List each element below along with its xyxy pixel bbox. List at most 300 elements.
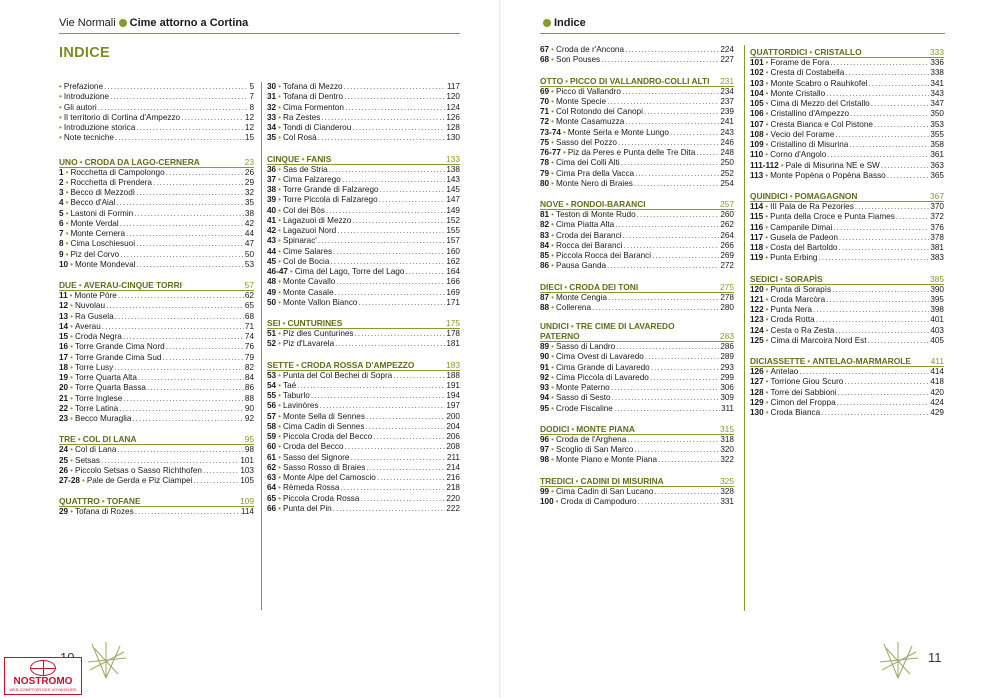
leader-dots bbox=[827, 150, 929, 160]
index-entry bbox=[59, 219, 254, 229]
bullet-icon: • bbox=[65, 208, 69, 218]
entry-number: 108 bbox=[750, 129, 764, 139]
entry-number: 45 bbox=[267, 256, 277, 266]
entry-page: 248 bbox=[720, 148, 734, 157]
entry-number: 37 bbox=[267, 174, 277, 184]
logo-tagline: WEB COMPTOIR DES VOYAGEURS bbox=[9, 687, 77, 692]
entry-number: 96 bbox=[540, 434, 550, 444]
index-entry bbox=[267, 206, 460, 216]
entry-name: Monte Scabro o Rauhkofel bbox=[770, 78, 868, 88]
section-number: OTTO bbox=[540, 75, 564, 86]
section-number: SEDICI bbox=[750, 273, 778, 284]
entry-page: 7 bbox=[249, 92, 254, 102]
index-entry bbox=[267, 473, 460, 483]
entry-name: Monte Sella di Sennes bbox=[282, 411, 365, 421]
section-heading bbox=[59, 494, 254, 507]
bullet-icon: • bbox=[65, 218, 69, 228]
entry-page: 365 bbox=[930, 170, 944, 180]
bullet-icon: • bbox=[278, 503, 281, 513]
entry-page: 86 bbox=[244, 383, 254, 393]
entry-name: Monte Vallon Bianco bbox=[282, 297, 358, 307]
leader-dots bbox=[134, 209, 244, 219]
leader-dots bbox=[366, 463, 445, 473]
header-rule bbox=[59, 33, 460, 34]
entry-number: 123 bbox=[750, 315, 764, 325]
section-page: 275 bbox=[720, 281, 734, 292]
entry-number: 24 bbox=[59, 445, 69, 455]
bullet-icon: • bbox=[278, 246, 281, 256]
leader-dots bbox=[612, 393, 720, 403]
bullet-icon: • bbox=[70, 332, 73, 341]
entry-name: Introduzione bbox=[63, 92, 109, 102]
leader-dots bbox=[352, 216, 445, 226]
entry-number: 85 bbox=[540, 251, 550, 260]
entry-page: 128 bbox=[446, 123, 460, 132]
entry-name: Monte Verdal bbox=[70, 218, 119, 228]
entry-page: 328 bbox=[720, 486, 734, 496]
index-entry bbox=[540, 373, 734, 383]
bullet-icon: • bbox=[551, 230, 554, 240]
entry-page: 272 bbox=[720, 261, 734, 271]
bullet-icon: • bbox=[59, 112, 62, 122]
section-heading bbox=[540, 321, 734, 342]
entry-page: 12 bbox=[244, 112, 254, 122]
entry-number: 91 bbox=[540, 362, 550, 372]
index-entry bbox=[540, 293, 734, 303]
entry-number: 127 bbox=[750, 377, 764, 387]
entry-number: 51 bbox=[267, 329, 277, 338]
leader-dots bbox=[153, 178, 244, 188]
entry-number: 44 bbox=[267, 246, 277, 256]
entry-page: 147 bbox=[446, 195, 460, 205]
section-heading bbox=[540, 280, 734, 293]
entry-name: Torre Grande Cima Nord bbox=[74, 342, 165, 352]
bullet-icon: • bbox=[278, 421, 281, 431]
leader-dots bbox=[881, 161, 930, 171]
index-entry bbox=[267, 257, 460, 267]
bullet-icon: • bbox=[278, 236, 281, 246]
entry-number: 124 bbox=[750, 325, 764, 335]
entry-name: Monte Pòre bbox=[74, 291, 117, 300]
entry-number: 79 bbox=[540, 168, 550, 178]
index-entry bbox=[540, 445, 734, 455]
index-entry bbox=[540, 261, 734, 271]
leader-dots bbox=[844, 377, 929, 387]
bullet-icon: • bbox=[765, 88, 769, 98]
entry-page: 395 bbox=[930, 294, 944, 304]
bullet-icon: • bbox=[551, 372, 554, 382]
index-column-2 bbox=[267, 82, 460, 514]
section-page: 95 bbox=[244, 434, 254, 445]
entry-page: 105 bbox=[240, 476, 254, 485]
index-entry bbox=[540, 363, 734, 373]
bullet-icon: • bbox=[70, 259, 73, 269]
entry-page: 47 bbox=[244, 239, 254, 249]
leader-dots bbox=[830, 58, 929, 68]
index-entry bbox=[750, 388, 944, 398]
entry-name: Spinarac' bbox=[282, 236, 317, 246]
entry-number: 32 bbox=[267, 102, 277, 112]
index-entry bbox=[750, 315, 944, 325]
index-entry bbox=[267, 185, 460, 195]
section-title-cont: PATERNO bbox=[540, 331, 580, 341]
leader-dots bbox=[358, 298, 445, 308]
bullet-icon: • bbox=[70, 414, 73, 423]
bullet-icon: • bbox=[765, 294, 769, 304]
leader-dots bbox=[896, 212, 930, 222]
section-page: 367 bbox=[930, 191, 944, 201]
bullet-icon: • bbox=[765, 78, 769, 88]
bullet-icon: • bbox=[765, 212, 769, 222]
section-title: CRODA DA LAGO-CERNERA bbox=[84, 156, 200, 167]
bullet-icon: • bbox=[278, 185, 281, 194]
entry-number: 87 bbox=[540, 292, 550, 302]
section-heading bbox=[59, 278, 254, 291]
entry-name: Cima Piccola di Lavaredo bbox=[555, 372, 649, 382]
grass-decoration-icon bbox=[876, 640, 920, 680]
bullet-icon: • bbox=[807, 356, 811, 366]
index-entry bbox=[267, 401, 460, 411]
index-entry bbox=[267, 236, 460, 246]
entry-name: Campanile Dimai bbox=[770, 222, 833, 232]
grass-decoration-icon bbox=[84, 640, 128, 680]
entry-number: 12 bbox=[59, 301, 69, 311]
bullet-icon: • bbox=[78, 280, 82, 290]
entry-name: Vecio del Forame bbox=[770, 129, 835, 139]
bullet-icon: • bbox=[278, 102, 281, 112]
entry-page: 222 bbox=[446, 503, 460, 513]
entry-page: 370 bbox=[930, 202, 944, 211]
leader-dots bbox=[342, 175, 446, 185]
entry-number: 67 bbox=[540, 45, 550, 54]
leader-dots bbox=[837, 398, 930, 408]
entry-name: Piz d'Lavarela bbox=[282, 339, 335, 349]
leader-dots bbox=[845, 68, 929, 78]
index-entry bbox=[750, 295, 944, 305]
column-separator bbox=[261, 82, 262, 610]
entry-name: Torre Lusy bbox=[74, 362, 114, 372]
bullet-icon: • bbox=[278, 174, 281, 184]
section-heading bbox=[59, 155, 254, 168]
section-page: 133 bbox=[446, 153, 460, 164]
entry-page: 32 bbox=[244, 188, 254, 197]
leader-dots bbox=[625, 117, 719, 127]
section-page: 315 bbox=[720, 423, 734, 434]
bullet-icon: • bbox=[765, 397, 769, 407]
bullet-icon: • bbox=[551, 107, 554, 116]
bullet-icon: • bbox=[70, 373, 73, 382]
entry-number: 5 bbox=[59, 208, 64, 218]
entry-name: Cristallino d'Ampezzo bbox=[770, 109, 850, 119]
entry-page: 214 bbox=[446, 462, 460, 472]
index-entry bbox=[540, 497, 734, 507]
entry-name: Forame de Fora bbox=[770, 58, 830, 67]
leader-dots bbox=[329, 165, 446, 175]
entry-name: Cimon del Froppa bbox=[770, 397, 836, 407]
section-heading bbox=[750, 272, 944, 285]
bullet-icon: • bbox=[278, 195, 281, 205]
leader-dots bbox=[336, 277, 445, 287]
leader-dots bbox=[868, 336, 930, 346]
bullet-icon: • bbox=[65, 249, 69, 259]
entry-number: 55 bbox=[267, 391, 277, 400]
index-entry bbox=[540, 220, 734, 230]
entry-page: 372 bbox=[930, 212, 944, 222]
section-label bbox=[750, 356, 911, 366]
leader-dots bbox=[623, 241, 719, 251]
index-entry bbox=[267, 123, 460, 133]
section-label bbox=[59, 280, 182, 290]
index-entry bbox=[540, 303, 734, 313]
bullet-icon: • bbox=[70, 321, 73, 331]
leader-dots bbox=[162, 353, 243, 363]
entry-number: 3 bbox=[59, 188, 64, 197]
entry-number: 75 bbox=[540, 137, 550, 147]
bullet-icon: • bbox=[65, 177, 69, 187]
entry-page: 420 bbox=[930, 387, 944, 397]
index-entry bbox=[59, 188, 254, 198]
bullet-icon: • bbox=[278, 205, 281, 215]
entry-page: 331 bbox=[720, 496, 734, 506]
entry-name: Croda di Campoduro bbox=[560, 496, 637, 506]
section-title: CRODA ROSSA D'AMPEZZO bbox=[300, 359, 415, 370]
entry-page: 162 bbox=[446, 256, 460, 266]
entry-number: 18 bbox=[59, 362, 69, 372]
entry-page: 260 bbox=[720, 210, 734, 219]
leader-dots bbox=[120, 250, 244, 260]
entry-number: 121 bbox=[750, 294, 764, 304]
entry-number: 57 bbox=[267, 411, 277, 421]
section-title: PICCO DI VALLANDRO-COLLI ALTI bbox=[570, 75, 710, 86]
entry-name: Torre Latina bbox=[74, 403, 119, 413]
entry-page: 44 bbox=[244, 229, 254, 238]
section-title: TRE CIME DI LAVAREDO bbox=[575, 321, 675, 331]
bullet-icon: • bbox=[551, 292, 554, 302]
entry-page: 166 bbox=[446, 277, 460, 287]
entry-name: Pausa Ganda bbox=[555, 261, 607, 271]
index-entry bbox=[540, 455, 734, 465]
entry-name: Monte Serla e Monte Lungo bbox=[567, 127, 669, 137]
index-entry bbox=[59, 113, 254, 123]
entry-number: 107 bbox=[750, 119, 764, 129]
index-column-1 bbox=[59, 82, 254, 518]
entry-number: 56 bbox=[267, 401, 277, 411]
entry-page: 234 bbox=[720, 86, 734, 96]
entry-name: Crode Fiscaline bbox=[555, 403, 613, 413]
entry-number: 83 bbox=[540, 230, 550, 240]
leader-dots bbox=[135, 507, 240, 517]
section-page: 175 bbox=[446, 318, 460, 328]
leader-dots bbox=[670, 128, 719, 138]
bullet-icon: • bbox=[70, 301, 73, 311]
index-column-4 bbox=[750, 45, 944, 418]
bullet-icon: • bbox=[765, 140, 769, 149]
index-entry bbox=[267, 267, 460, 277]
entry-name: Croda de r'Ancona bbox=[555, 45, 624, 54]
entry-page: 350 bbox=[930, 109, 944, 119]
entry-page: 50 bbox=[244, 249, 254, 259]
entry-page: 224 bbox=[720, 45, 734, 54]
leader-dots bbox=[874, 120, 929, 130]
entry-name: Monte Cengia bbox=[555, 292, 607, 302]
entry-page: 286 bbox=[720, 342, 734, 351]
bullet-icon: • bbox=[765, 377, 769, 387]
entry-number: 34 bbox=[267, 123, 277, 132]
entry-page: 15 bbox=[244, 133, 254, 143]
entry-name: Cima Falzarego bbox=[282, 174, 341, 184]
index-entry bbox=[59, 198, 254, 208]
entry-page: 306 bbox=[720, 383, 734, 392]
bullet-icon: • bbox=[65, 188, 69, 197]
entry-page: 84 bbox=[244, 373, 254, 382]
leader-dots bbox=[654, 487, 719, 497]
entry-number: 93 bbox=[540, 383, 550, 392]
entry-page: 278 bbox=[720, 292, 734, 302]
entry-page: 262 bbox=[720, 220, 734, 230]
bullet-icon: • bbox=[278, 339, 281, 349]
leader-dots bbox=[136, 188, 244, 198]
entry-name: Sas de Stria bbox=[282, 164, 328, 174]
entry-name: Pale de Gerda e Piz Ciampei bbox=[86, 476, 193, 485]
index-entry bbox=[267, 277, 460, 287]
entry-number: 68 bbox=[540, 55, 550, 65]
entry-page: 403 bbox=[930, 325, 944, 335]
section-number: DICIASSETTE bbox=[750, 356, 806, 366]
entry-name: Rèmeda Rossa bbox=[282, 483, 340, 493]
entry-number: 36 bbox=[267, 164, 277, 174]
leader-dots bbox=[634, 179, 719, 189]
section-heading bbox=[267, 358, 460, 371]
bullet-icon: • bbox=[765, 387, 769, 397]
section-page: 333 bbox=[930, 47, 944, 57]
index-entry bbox=[540, 158, 734, 168]
index-entry bbox=[267, 92, 460, 102]
leader-dots bbox=[344, 92, 445, 102]
section-page: 257 bbox=[720, 199, 734, 209]
leader-dots bbox=[166, 342, 244, 352]
entry-name: Torre Inglese bbox=[74, 393, 123, 403]
bullet-icon: • bbox=[278, 401, 281, 411]
index-entry bbox=[540, 138, 734, 148]
section-number: DIECI bbox=[540, 281, 563, 292]
section-number: TRE bbox=[59, 434, 76, 445]
index-column-3 bbox=[540, 45, 734, 507]
section-title: POMAGAGNON bbox=[794, 191, 858, 201]
entry-page: 65 bbox=[244, 301, 254, 311]
entry-name: Rocca dei Baranci bbox=[555, 240, 623, 250]
bullet-icon: • bbox=[562, 127, 566, 137]
bullet-icon: • bbox=[278, 92, 281, 102]
bullet-icon: • bbox=[779, 273, 783, 284]
index-entry bbox=[59, 507, 254, 517]
entry-page: 376 bbox=[930, 222, 944, 232]
entry-number: 119 bbox=[750, 253, 764, 263]
entry-name: Cima Grande di Lavaredo bbox=[555, 362, 650, 372]
entry-number: 105 bbox=[750, 99, 764, 108]
column-separator bbox=[744, 45, 745, 611]
index-entry bbox=[540, 352, 734, 362]
entry-page: 269 bbox=[720, 251, 734, 260]
entry-number: 117 bbox=[750, 232, 764, 242]
index-entry bbox=[59, 476, 254, 486]
entry-number: 2 bbox=[59, 177, 64, 187]
entry-name: Collerena bbox=[555, 302, 592, 312]
bullet-icon: • bbox=[551, 45, 554, 54]
entry-number: 50 bbox=[267, 297, 277, 307]
bullet-icon: • bbox=[551, 261, 554, 271]
section-title: TOFANE bbox=[106, 496, 141, 507]
leader-dots bbox=[835, 130, 929, 140]
section-label bbox=[59, 434, 137, 444]
bullet-icon: • bbox=[278, 287, 281, 297]
bullet-icon: • bbox=[278, 380, 281, 390]
leader-dots bbox=[360, 494, 445, 504]
entry-number: 4 bbox=[59, 198, 64, 208]
bullet-icon: • bbox=[289, 267, 293, 276]
index-entry bbox=[540, 87, 734, 97]
leader-dots bbox=[114, 363, 244, 373]
leader-dots bbox=[350, 453, 446, 463]
bullet-icon: • bbox=[278, 133, 281, 143]
entry-page: 378 bbox=[930, 232, 944, 242]
entry-name: Monte Nero di Braies bbox=[555, 178, 633, 188]
section-number: QUATTORDICI bbox=[750, 47, 808, 57]
leader-dots bbox=[138, 373, 244, 383]
entry-page: 76 bbox=[244, 342, 254, 352]
entry-number: 110 bbox=[750, 150, 764, 160]
index-entry bbox=[267, 103, 460, 113]
entry-number: 113 bbox=[750, 170, 764, 180]
leader-dots bbox=[365, 422, 445, 432]
entry-page: 322 bbox=[720, 455, 734, 465]
bullet-icon: • bbox=[575, 475, 579, 486]
index-entry bbox=[59, 82, 254, 92]
entry-page: 280 bbox=[720, 302, 734, 312]
bullet-icon: • bbox=[555, 496, 559, 506]
entry-page: 338 bbox=[930, 68, 944, 78]
entry-page: 208 bbox=[446, 442, 460, 452]
index-entry bbox=[59, 332, 254, 342]
index-entry bbox=[750, 140, 944, 150]
leader-dots bbox=[119, 404, 244, 414]
bullet-icon: • bbox=[70, 311, 73, 321]
index-entry bbox=[540, 179, 734, 189]
leader-dots bbox=[839, 233, 929, 243]
entry-name: Piz del Corvo bbox=[70, 249, 120, 259]
entry-page: 157 bbox=[446, 236, 460, 246]
bullet-icon: • bbox=[571, 423, 575, 434]
entry-name: Cima Formenton bbox=[282, 102, 344, 112]
leader-dots bbox=[115, 133, 244, 143]
index-entry bbox=[59, 322, 254, 332]
entry-page: 355 bbox=[930, 129, 944, 139]
entry-number: 95 bbox=[540, 403, 550, 413]
leader-dots bbox=[615, 220, 719, 230]
leader-dots bbox=[652, 251, 719, 261]
leader-dots bbox=[333, 504, 446, 514]
entry-number: 94 bbox=[540, 393, 550, 403]
section-label bbox=[750, 274, 823, 284]
leader-dots bbox=[117, 445, 243, 455]
bullet-icon: • bbox=[278, 215, 281, 225]
leader-dots bbox=[393, 371, 445, 381]
index-entry bbox=[750, 223, 944, 233]
index-entry bbox=[59, 456, 254, 466]
index-entry bbox=[267, 463, 460, 473]
bullet-icon: • bbox=[65, 167, 69, 177]
leader-dots bbox=[645, 352, 720, 362]
index-entry bbox=[750, 202, 944, 212]
